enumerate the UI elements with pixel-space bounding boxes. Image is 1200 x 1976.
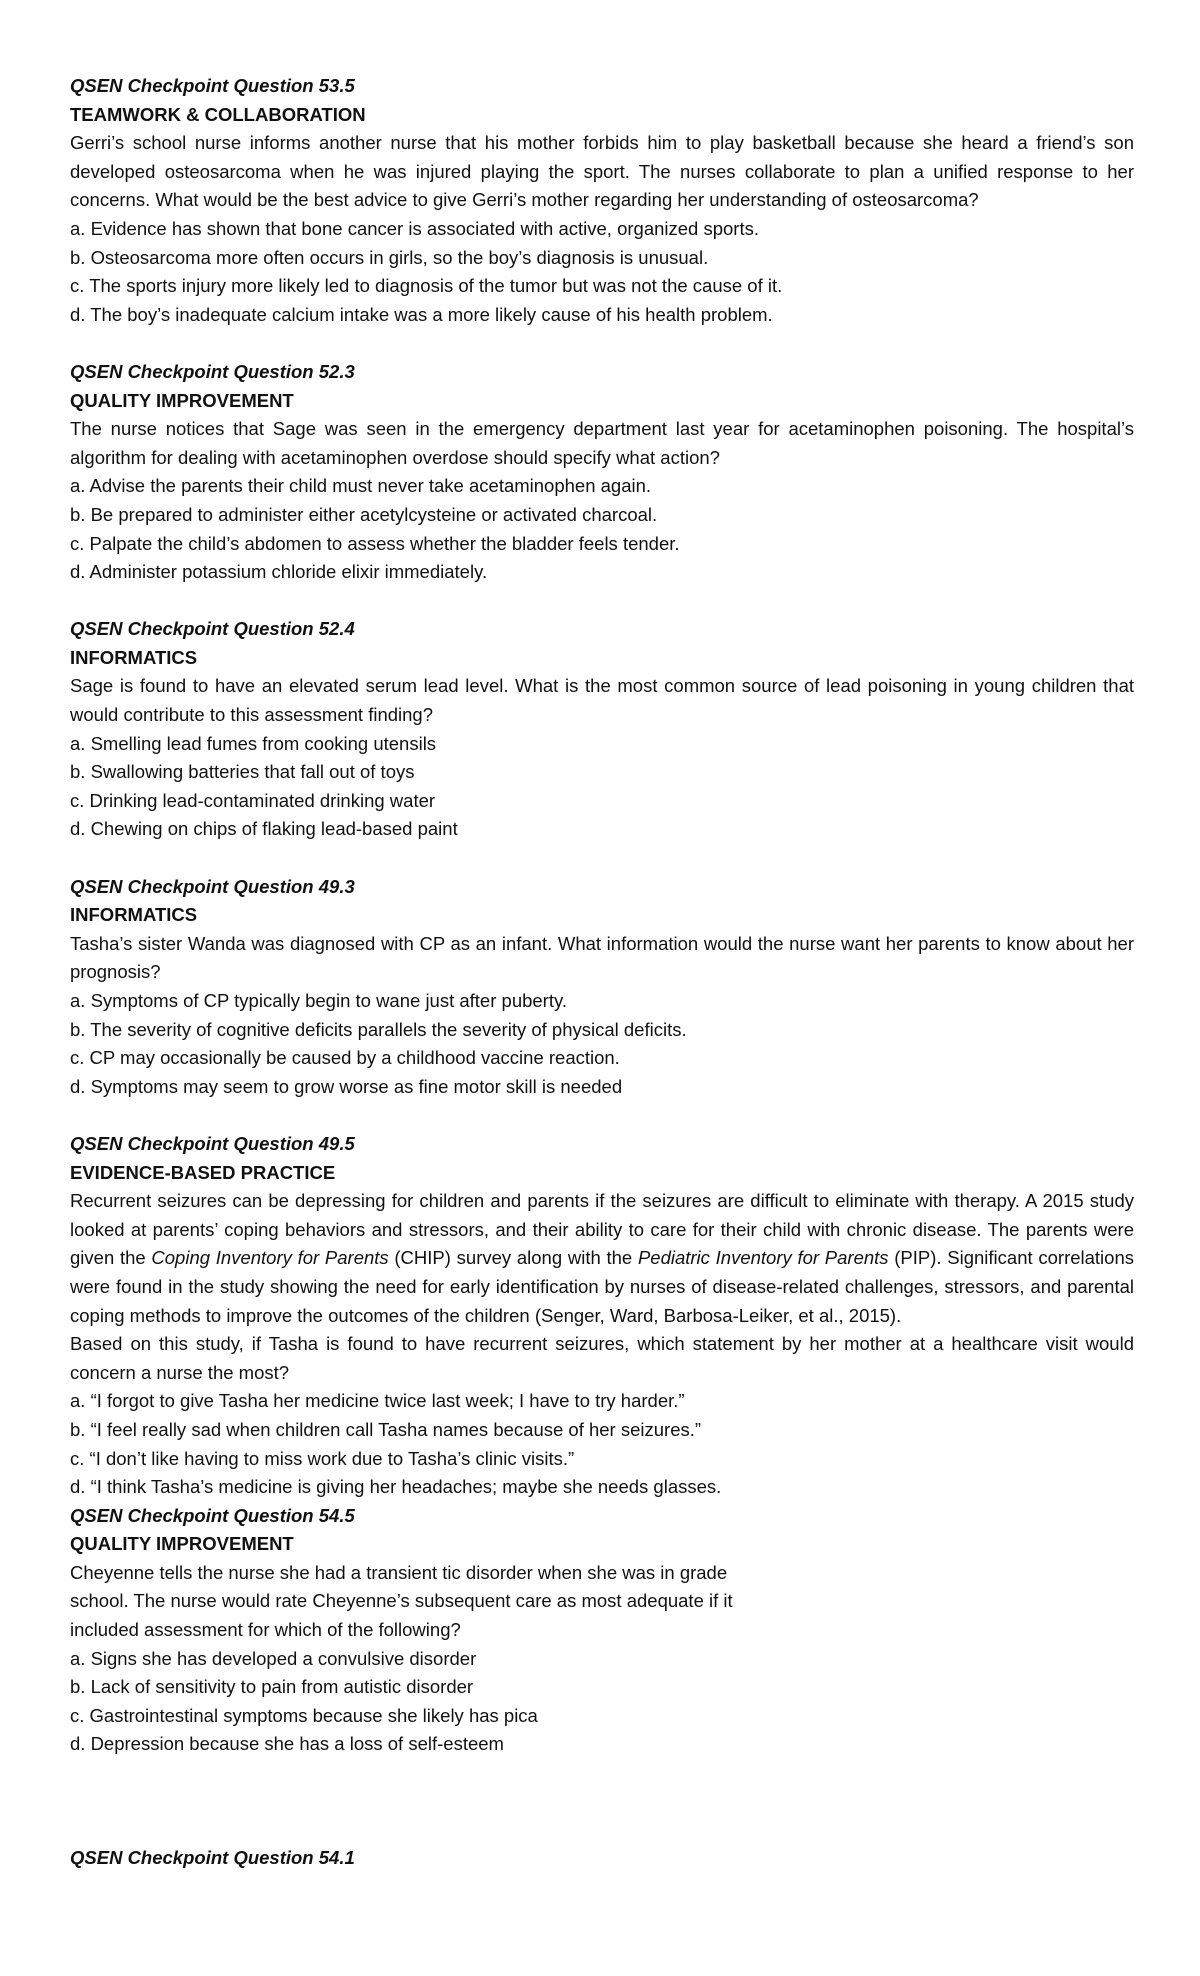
- answer-option: b. Swallowing batteries that fall out of toys: [70, 761, 415, 783]
- question-title: QSEN Checkpoint Question 52.4: [70, 618, 355, 640]
- answer-option: d. Administer potassium chloride elixir immediately.: [70, 561, 488, 583]
- answer-option: b. “I feel really sad when children call Tasha names because of her seizures.”: [70, 1418, 702, 1440]
- study-text: (CHIP) survey along with the: [388, 1247, 638, 1269]
- answer-option: a. Advise the parents their child must never take acetaminophen again.: [70, 475, 652, 497]
- survey-name: Coping Inventory for Parents: [151, 1247, 389, 1269]
- answer-option: b. Osteosarcoma more often occurs in girls, so the boy’s diagnosis is unusual.: [70, 246, 709, 268]
- question-block: [70, 1502, 1134, 1759]
- question-category: EVIDENCE-BASED PRACTICE: [70, 1161, 336, 1183]
- study-summary: [70, 1187, 1134, 1330]
- question-block: [70, 1130, 1134, 1502]
- question-stem: The nurse notices that Sage was seen in the emergency department last year for acetaminophen poisoning. The hospital’s algorithm for dealing with acetaminophen overdose should specify what action?: [70, 418, 1134, 468]
- question-block: [70, 72, 1134, 329]
- question-title: QSEN Checkpoint Question 49.3: [70, 875, 355, 897]
- answer-option: c. Palpate the child’s abdomen to assess whether the bladder feels tender.: [70, 532, 680, 554]
- answer-option: c. Gastrointestinal symptoms because she likely has pica: [70, 1704, 538, 1726]
- question-title: QSEN Checkpoint Question 54.1: [70, 1847, 355, 1869]
- question-stem: Sage is found to have an elevated serum lead level. What is the most common source of lead poisoning in young children that would contribute to this assessment finding?: [70, 675, 1134, 726]
- answer-option: b. The severity of cognitive deficits parallels the severity of physical deficits.: [70, 1018, 687, 1040]
- answer-option: b. Be prepared to administer either acetylcysteine or activated charcoal.: [70, 503, 658, 525]
- answer-option: c. Drinking lead-contaminated drinking water: [70, 789, 436, 811]
- answer-option: a. Smelling lead fumes from cooking utensils: [70, 732, 437, 754]
- question-title: QSEN Checkpoint Question 52.3: [70, 360, 355, 382]
- survey-name: Pediatric Inventory for Parents: [637, 1247, 889, 1269]
- question-category: INFORMATICS: [70, 904, 198, 926]
- answer-option: d. Chewing on chips of flaking lead-based paint: [70, 818, 458, 840]
- question-title: QSEN Checkpoint Question 53.5: [70, 75, 355, 96]
- answer-option: a. Signs she has developed a convulsive disorder: [70, 1647, 477, 1669]
- question-stem: Tasha’s sister Wanda was diagnosed with CP as an infant. What information would the nurse want her parents to know about her prognosis?: [70, 932, 1134, 983]
- answer-option: c. “I don’t like having to miss work due to Tasha’s clinic visits.”: [70, 1447, 575, 1469]
- answer-option: d. “I think Tasha’s medicine is giving her headaches; maybe she needs glasses.: [70, 1476, 722, 1498]
- study-text: Recurrent seizures can be depressing for children and parents if the seizures are difficult to eliminate with therapy. A 2015 study looked at parents’ coping behaviors and stressors, and their ability to care for their child with chronic disease. The parents were given the: [70, 1190, 1134, 1269]
- answer-option: c. The sports injury more likely led to diagnosis of the tumor but was not the cause of it.: [70, 275, 783, 297]
- answer-option: d. Depression because she has a loss of self-esteem: [70, 1733, 504, 1755]
- question-stem: Gerri’s school nurse informs another nurse that his mother forbids him to play basketball because she heard a friend’s son developed osteosarcoma when he was injured playing the sport. The nurses collaborate to plan a unified response to her concerns. What would be the best advice to give Gerri’s mother regarding her understanding of osteosarcoma?: [70, 132, 1134, 211]
- question-block: [70, 358, 1134, 587]
- answer-option: a. Symptoms of CP typically begin to wane just after puberty.: [70, 990, 567, 1011]
- study-text: (PIP). Significant correlations were found in the study showing the need for early identification by nurses of disease-related challenges, stressors, and parental coping methods to improve the outcomes of the children (Senger, Ward, Barbosa-Leiker, et al., 2015).: [70, 1247, 1134, 1326]
- question-stem-line: Cheyenne tells the nurse she had a transient tic disorder when she was in grade: [70, 1561, 728, 1583]
- question-category: TEAMWORK & COLLABORATION: [70, 103, 366, 125]
- blank-space: [70, 1759, 1134, 1844]
- question-category: QUALITY IMPROVEMENT: [70, 1533, 294, 1555]
- answer-option: b. Lack of sensitivity to pain from autistic disorder: [70, 1676, 474, 1698]
- answer-option: d. Symptoms may seem to grow worse as fine motor skill is needed: [70, 1075, 623, 1097]
- question-block: [70, 873, 1134, 1102]
- question-title: QSEN Checkpoint Question 49.5: [70, 1132, 355, 1154]
- question-title: QSEN Checkpoint Question 54.5: [70, 1504, 355, 1526]
- question-category: QUALITY IMPROVEMENT: [70, 389, 294, 411]
- answer-option: c. CP may occasionally be caused by a childhood vaccine reaction.: [70, 1047, 620, 1069]
- question-stem-line: school. The nurse would rate Cheyenne’s subsequent care as most adequate if it: [70, 1590, 733, 1612]
- question-block: [70, 1844, 1134, 1873]
- answer-option: a. Evidence has shown that bone cancer is associated with active, organized sports.: [70, 217, 759, 239]
- document-page: [70, 72, 1134, 1873]
- question-category: INFORMATICS: [70, 646, 198, 668]
- question-block: [70, 615, 1134, 844]
- question-stem: Based on this study, if Tasha is found to have recurrent seizures, which statement by her mother at a healthcare visit would concern a nurse the most?: [70, 1333, 1134, 1383]
- answer-option: a. “I forgot to give Tasha her medicine twice last week; I have to try harder.”: [70, 1390, 685, 1412]
- answer-option: d. The boy’s inadequate calcium intake was a more likely cause of his health problem.: [70, 303, 773, 325]
- question-stem-line: included assessment for which of the following?: [70, 1619, 461, 1641]
- study-paragraph: [70, 1187, 1134, 1330]
